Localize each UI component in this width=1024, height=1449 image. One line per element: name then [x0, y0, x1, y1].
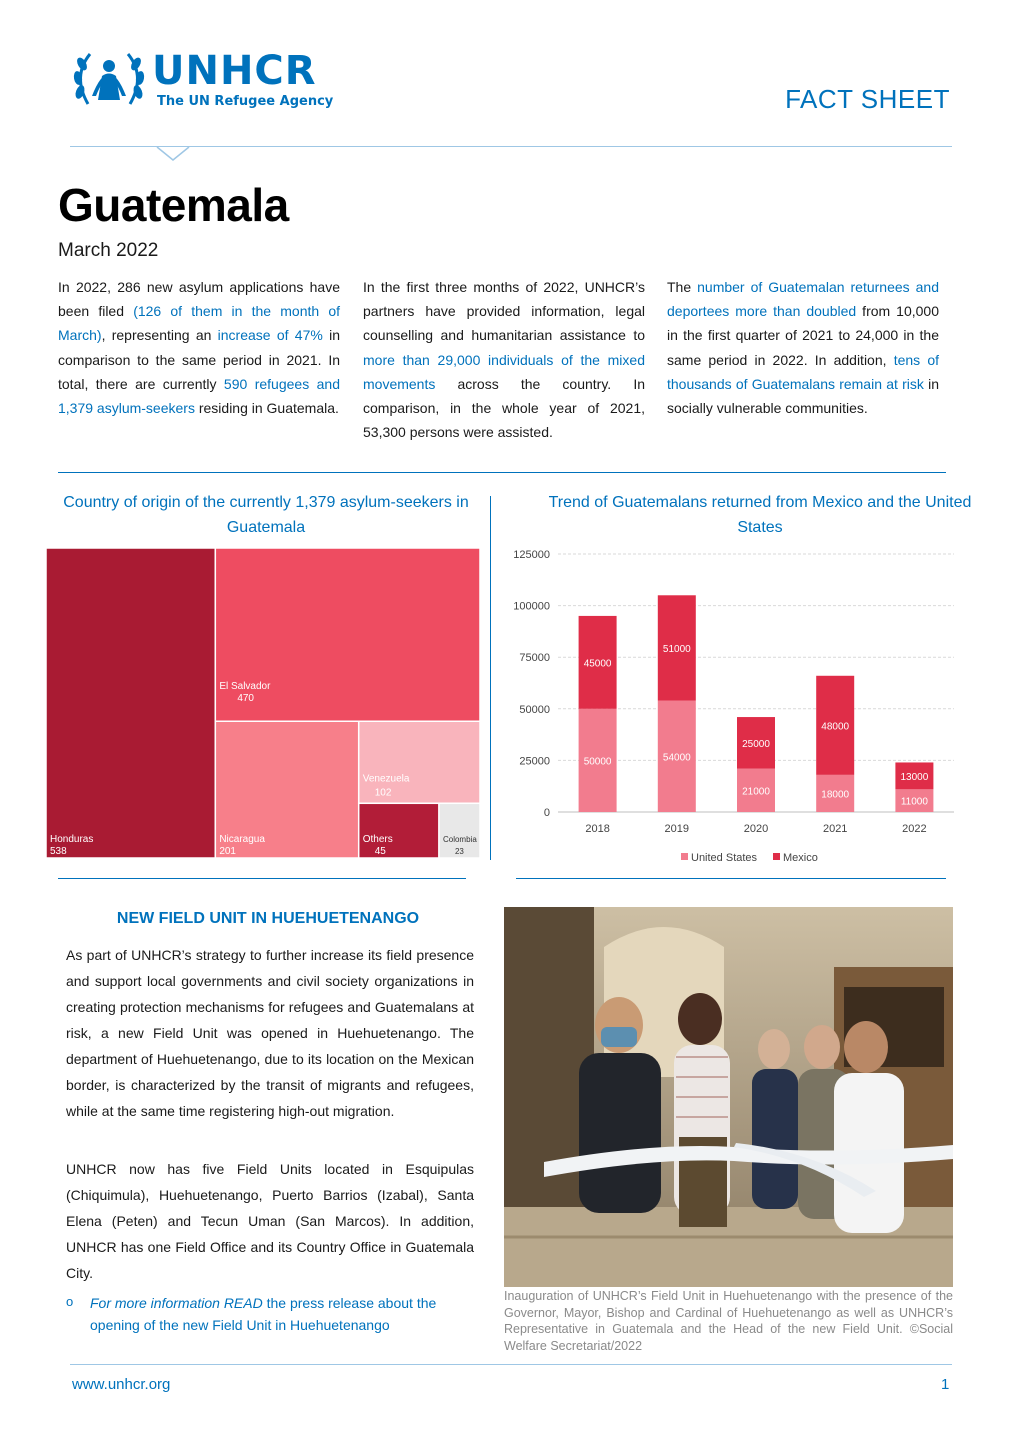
- bar-segment-mexico-2018: [579, 616, 617, 709]
- body-text: residing in Guatemala.: [194, 400, 339, 417]
- bar-segment-mexico-2019: [658, 595, 696, 700]
- highlighted-text: tens of thousands of Guatemalans remain at risk: [667, 351, 939, 392]
- laurel-emblem-icon: [68, 46, 150, 112]
- x-tick-label: 2020: [743, 823, 769, 835]
- treemap-value: 102: [374, 787, 392, 799]
- bar-segment-united-states-2020: [737, 769, 775, 812]
- page-title: Guatemala: [58, 179, 289, 231]
- x-tick-label: 2022: [902, 823, 927, 835]
- field-unit-paragraph: As part of UNHCR’s strategy to further increase its field presence and support local governments and civil society organizations in creating protection mechanisms for refugees and Guatemalans at risk, a new Field Unit was opened in Huehuetenango. The department of Huehuetenango, due to its location on the Mexican border, is characterized by the transit of migrants and refugees, while at the same time registering high-out migration.: [66, 947, 474, 1119]
- press-release-lead: For more information READ: [90, 1295, 263, 1311]
- treemap-cell-el-salvador: [215, 548, 480, 721]
- treemap-label: Nicaragua: [219, 834, 265, 845]
- bar-segment-mexico-2021: [816, 676, 854, 775]
- x-tick-label: 2018: [585, 823, 610, 835]
- treemap-rect: [215, 548, 480, 721]
- x-tick-label: 2021: [822, 823, 848, 835]
- highlighted-text: 590 refugees and 1,379 asylum-seekers: [58, 375, 340, 417]
- left-section-divider: [58, 878, 466, 879]
- treemap-rect: [359, 803, 439, 858]
- header-chevron-icon: [156, 146, 190, 162]
- bar-segment-united-states-2022: [895, 789, 933, 812]
- treemap-cell-venezuela: [359, 721, 480, 803]
- logo-wordmark: UNHCR: [152, 48, 317, 94]
- body-text: from 10,000 in the first quarter of 2021 to 24,000 in the same period in 2022. In addition,: [667, 303, 939, 368]
- bar-segment-united-states-2021: [816, 775, 854, 812]
- doc-type-label: FACT SHEET: [785, 84, 950, 114]
- bar-data-label: 54000: [662, 752, 691, 764]
- bar-data-label: 13000: [900, 771, 929, 783]
- highlighted-text: number of Guatemalan returnees and deportees more than doubled: [667, 279, 939, 320]
- bar-chart: [496, 540, 966, 870]
- body-text: in socially vulnerable communities.: [667, 375, 939, 417]
- body-text: in comparison to the same period in 2021. In total, there are currently: [58, 327, 340, 392]
- logo-tagline: The UN Refugee Agency: [157, 94, 334, 109]
- treemap-value: 45: [374, 846, 386, 857]
- footer-divider: [70, 1364, 952, 1365]
- treemap-cell-nicaragua: [215, 721, 358, 858]
- page-date: March 2022: [58, 240, 159, 261]
- treemap-label: Venezuela: [362, 773, 410, 785]
- treemap-value: 23: [454, 847, 464, 856]
- treemap-label: Colombia: [442, 835, 477, 844]
- body-text: , representing an: [101, 327, 218, 344]
- press-release-link[interactable]: [90, 1292, 474, 1336]
- body-text: In the first three months of 2022, UNHCR’s partners have provided information, legal counselling and humanitarian assistance to: [363, 279, 645, 344]
- treemap-cell-others: [359, 803, 439, 858]
- page-number: 1: [941, 1376, 950, 1393]
- photo-caption: Inauguration of UNHCR’s Field Unit in Huehuetenango with the presence of the Governor, Mayor, Bishop and Cardinal of Huehuetenango as well as UNHCR’s Representative in Guatemala and the Head of the new Field Unit. ©Social Welfare Secretariat/2022: [504, 1289, 953, 1353]
- treemap-chart: [46, 548, 480, 858]
- intro-column-asylum: [58, 275, 340, 420]
- treemap-cell-honduras: [46, 548, 215, 858]
- intro-column-returnees: [667, 275, 939, 420]
- highlighted-text: more than 29,000 individuals of the mixed movements: [363, 351, 645, 392]
- highlighted-text: (126 of them in the month of March): [58, 303, 341, 344]
- bar-data-label: 18000: [821, 789, 850, 801]
- bar-data-label: 51000: [662, 643, 691, 655]
- bar-data-label: 11000: [900, 796, 928, 808]
- bar-data-label: 45000: [583, 658, 612, 670]
- y-tick-label: 125000: [513, 549, 550, 561]
- bar-data-label: 21000: [742, 786, 770, 798]
- press-release-link-text[interactable]: the press release about the opening of the new Field Unit in Huehuetenango: [90, 1295, 437, 1333]
- highlighted-text: increase of 47%: [217, 327, 323, 344]
- bar-segment-mexico-2022: [895, 762, 933, 789]
- treemap-label: El Salvador: [219, 681, 271, 693]
- intro-divider: [58, 472, 946, 473]
- treemap-label: Honduras: [50, 834, 94, 845]
- y-tick-label: 75000: [519, 652, 550, 665]
- ribbon-cutting-photo: [504, 907, 953, 1287]
- bar-segment-mexico-2020: [737, 717, 775, 769]
- y-tick-label: 25000: [519, 755, 550, 768]
- bar-data-label: 25000: [742, 738, 770, 750]
- bar-segment-united-states-2019: [658, 701, 696, 812]
- bar-segment-united-states-2018: [579, 709, 617, 812]
- section-heading: NEW FIELD UNIT IN HUEHUETENANGO: [116, 910, 420, 927]
- y-tick-label: 100000: [513, 600, 550, 613]
- x-tick-label: 2019: [664, 823, 690, 835]
- treemap-rect: [46, 548, 215, 858]
- treemap-label: Others: [362, 834, 393, 845]
- body-text: The: [667, 279, 698, 295]
- y-tick-label: 50000: [519, 703, 550, 716]
- bar-data-label: 48000: [821, 721, 850, 733]
- treemap-title: Country of origin of the currently 1,379 asylum-seekers in Guatemala: [63, 494, 469, 536]
- legend-label: United States: [691, 852, 758, 864]
- right-section-divider: [516, 878, 946, 879]
- intro-column-assistance: [363, 275, 645, 444]
- footer-website-link[interactable]: www.unhcr.org: [72, 1376, 171, 1393]
- treemap-cell-colombia: [439, 803, 480, 858]
- bar-chart-title: Trend of Guatemalans returned from Mexico and the United States: [548, 494, 972, 536]
- bar-chart-legend: [681, 852, 818, 864]
- treemap-value: 201: [219, 846, 237, 857]
- field-units-list-paragraph: UNHCR now has five Field Units located in Esquipulas (Chiquimula), Huehuetenango, Puerto Barrios (Izabal), Santa Elena (Peten) and Tecun Uman (San Marcos). In addition, UNHCR has one Field Office and its Country Office in Guatemala City.: [66, 1161, 474, 1281]
- treemap-value: 470: [237, 693, 255, 705]
- bullet-icon: o: [66, 1294, 74, 1309]
- body-text: across the country. In comparison, in the whole year of 2021, 53,300 persons were assisted.: [363, 375, 645, 441]
- header-divider: [70, 146, 952, 147]
- body-text: In 2022, 286 new asylum applications have been filed: [58, 279, 340, 320]
- bar-data-label: 50000: [583, 756, 612, 768]
- treemap-value: 538: [50, 846, 67, 857]
- charts-divider: [490, 496, 491, 860]
- legend-swatch: [773, 853, 780, 860]
- y-tick-label: 0: [543, 807, 550, 819]
- legend-label: Mexico: [783, 852, 818, 864]
- legend-swatch: [681, 853, 688, 860]
